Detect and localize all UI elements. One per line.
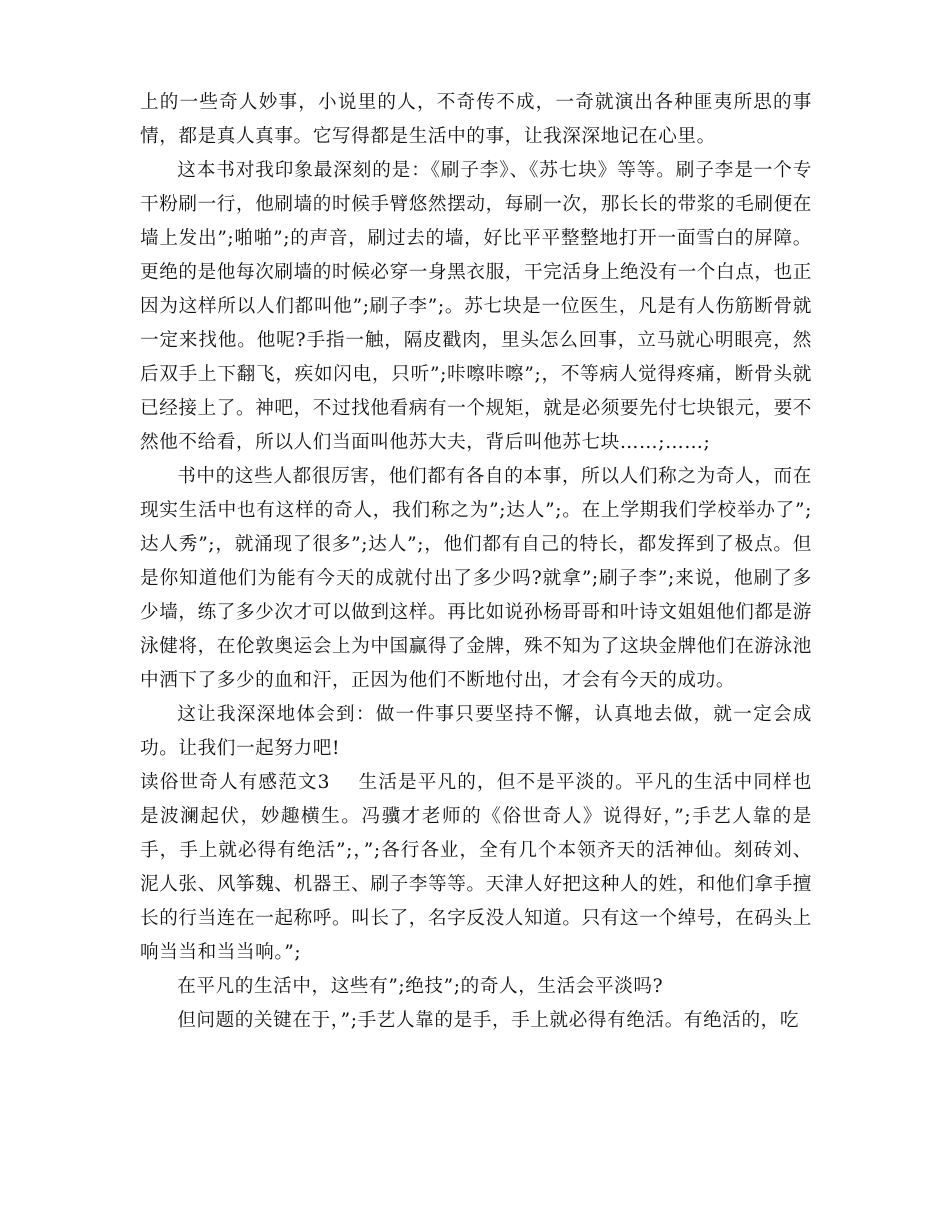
- paragraph-6: 在平凡的生活中，这些有”;绝技”;的奇人，生活会平淡吗?: [177, 976, 664, 997]
- paragraph-4: 这让我深深地体会到：做一件事只要坚持不懈，认真地去做，就一定会成功。让我们一起努力吧!: [140, 704, 812, 759]
- paragraph-1: 上的一些奇人妙事，小说里的人，不奇传不成，一奇就演出各种匪夷所思的事情，都是真人真事。它写得都是生活中的事，让我深深地记在心里。: [140, 92, 812, 147]
- section-title: 读俗世奇人有感范文3: [140, 772, 331, 793]
- document-body: [140, 86, 812, 1038]
- paragraph-2: 这本书对我印象最深刻的是：《刷子李》、《苏七块》等等。刷子李是一个专干粉刷一行，他刷墙的时候手臂悠然摆动，每刷一次，那长长的带浆的毛刷便在墙上发出”;啪啪”;的声音，刷过去的墙，好比平平整整地打开一面雪白的屏障。更绝的是他每次刷墙的时候必穿一身黑衣服，干完活身上绝没有一个白点，也正因为这样所以人们都叫他”;刷子李”;。苏七块是一位医生，凡是有人伤筋断骨就一定来找他。他呢?手指一触，隔皮戳肉，里头怎么回事，立马就心明眼亮，然后双手上下翻飞，疾如闪电，只听”;咔嚓咔嚓”;，不等病人觉得疼痛，断骨头就已经接上了。神吧，不过找他看病有一个规矩，就是必须要先付七块银元，要不然他不给看，所以人们当面叫他苏大夫，背后叫他苏七块……;……;: [140, 160, 812, 453]
- paragraph-5-text: 生活是平凡的，但不是平淡的。平凡的生活中同样也是波澜起伏，妙趣横生。冯骥才老师的《俗世奇人》说得好，”;手艺人靠的是手，手上就必得有绝活”;，”;各行各业，全有几个本领齐天的活神仙。刻砖刘、泥人张、风筝魏、机器王、刷子李等等。天津人好把这种人的姓，和他们拿手擅长的行当连在一起称呼。叫长了，名字反没人知道。只有这一个绰号，在码头上响当当和当当响。”;: [140, 772, 812, 963]
- paragraph-5: [140, 766, 812, 970]
- paragraph-3: 书中的这些人都很厉害，他们都有各自的本事，所以人们称之为奇人，而在现实生活中也有这样的奇人，我们称之为”;达人”;。在上学期我们学校举办了”;达人秀”;，就涌现了很多”;达人”;，他们都有自己的特长，都发挥到了极点。但是你知道他们为能有今天的成就付出了多少吗?就拿”;刷子李”;来说，他刷了多少墙，练了多少次才可以做到这样。再比如说孙杨哥哥和叶诗文姐姐他们都是游泳健将，在伦敦奥运会上为中国赢得了金牌，殊不知为了这块金牌他们在游泳池中洒下了多少的血和汗，正因为他们不断地付出，才会有今天的成功。: [140, 466, 812, 691]
- paragraph-7: 但问题的关键在于，”;手艺人靠的是手，手上就必得有绝活。有绝活的，吃: [177, 1010, 800, 1031]
